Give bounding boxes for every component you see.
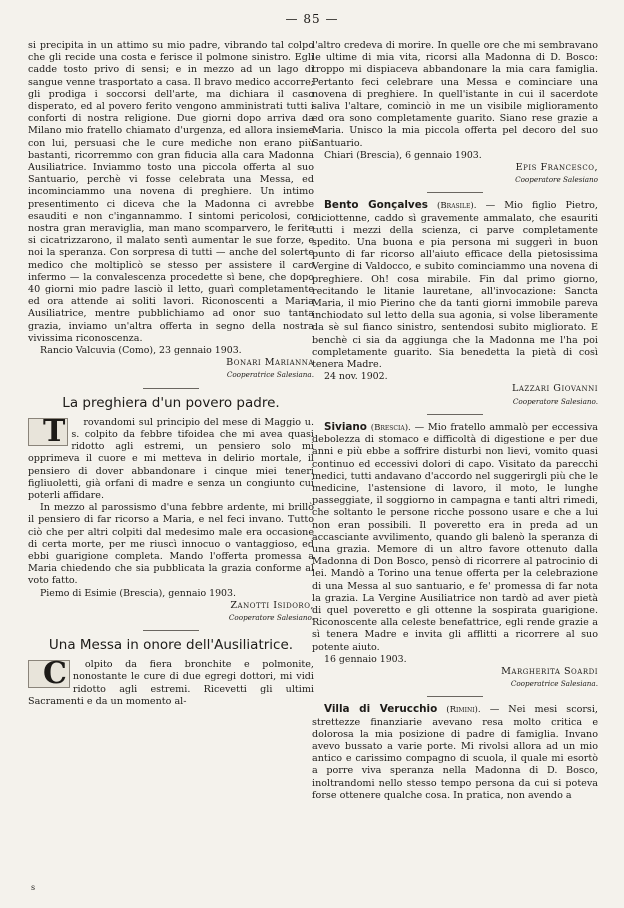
signature-role: Cooperatrice Salesiana. <box>226 370 314 380</box>
province: (Brasile). <box>437 201 477 212</box>
place-date: 16 gennaio 1903. <box>324 653 407 665</box>
section-heading: La preghiera d'un povero padre. <box>62 394 280 411</box>
letter-paragraph <box>28 656 314 708</box>
place-date: 24 nov. 1902. <box>324 371 388 383</box>
section-heading: Una Messa in onore dell'Ausiliatrice. <box>48 637 294 654</box>
location-name: Bento Gonçalves <box>324 199 428 212</box>
signature: Epis Francesco, <box>515 162 598 174</box>
paragraph-text: rovandomi sul principio del mese di Maggio u. s. colpito da febbre tifoidea che mi avea quasi ridotto agli estremi, un pensiero solo mi opprimeva il cuore e mi metteva in delirio mortale, il pensiero di dover abbandonare i cinque miei teneri figliuoletti, già orfani di madre e senza un congiunto cui poterli affidare. <box>28 416 314 501</box>
page-number: — 85 — <box>285 12 339 26</box>
divider <box>143 388 199 389</box>
signature: Margherita Soardi <box>501 665 598 677</box>
drop-cap: T <box>28 418 68 446</box>
paragraph-text: olpito da fiera bronchite e polmonite, nonostante le cure di due egregi dottori, mi vidi ridotto agli estremi. Ricevetti gli ultimi Sacramenti e da un momento al- <box>28 659 314 707</box>
signature: Bonari Marianna <box>226 357 314 369</box>
paragraph-text: — Mio fratello ammalò per eccessiva debolezza di stomaco e difficoltà di digestione e per due anni e più ebbe a soffrire disturbi non lievi, vomito quasi continuo ed eccessivi dolori di capo. Visitato da parecchi medici, tutti andavano d'accordo nel suggerirgli più che le medicine, l'astensione di lavoro, il moto, le lunghe passeggiate, il soggiorno in campagna e tanti altri rimedi, che soltanto le persone ricche possono usare e che a lui non eran possibili. Il poveretto era in preda ad un accasciante avvilimento, quando gli balenò la speranza di una grazia. Memore di un altro favore ottenuto dalla Madonna di Don Bosco, pensò di ricorrere al patrocinio di lei. Mandò a Torino una tenue offerta per la celebrazione di una Messa al suo santuario, e fe' promessa di far nota la grazia. La Vergine Ausiliatrice non tardò ad aver pietà di quel poveretto e gli ottenne la sospirata guarigione. Riconoscente alla celeste benefattrice, egli rende grazie a sì tenera Madre e invita gli afflitti a ricorrere al suo potente aiuto. <box>312 421 598 653</box>
printer-mark: s <box>31 883 36 892</box>
right-column <box>312 40 598 802</box>
place-date: Rancio Valcuvia (Como), 23 gennaio 1903. <box>40 345 242 357</box>
signature-role: Cooperatrice Salesiana. <box>510 679 598 689</box>
letter-paragraph: In mezzo al parossismo d'una febbre ardente, mi brillò il pensiero di far ricorso a Maria, e nel feci invano. Tutto ciò che per altri colpiti dal medesimo male era occasione di certa morte, per me riuscì innocuo o vantaggioso, ed ebbi guarigione completa. Mando l'offerta promessa a Maria chiedendo che sia pubblicata la grazia conforme al voto fatto. <box>28 502 314 587</box>
place-date: Chiari (Brescia), 6 gennaio 1903. <box>324 149 482 161</box>
divider <box>427 696 483 697</box>
location-name: Siviano <box>324 420 367 433</box>
letter-paragraph <box>312 703 598 802</box>
signature-role: Cooperatore Salesiano <box>515 175 598 185</box>
signature: Lazzari Giovanni <box>512 383 598 395</box>
letter-paragraph <box>28 413 314 502</box>
signature-role: Cooperatore Salesiano. <box>512 396 598 406</box>
letter-paragraph: l'altro credeva di morire. In quelle ore che mi sembravano le ultime di mia vita, ricorsi alla Madonna di D. Bosco: troppo mi dispiaceva abbandonare la mia cara famiglia. Pertanto feci celebrare una Messa e cominciare una novena di preghiere. In quell'istante in cui il sacerdote saliva l'altare, cominciò in me un visibile miglioramento ed ora sono completamente guarito. Siano rese grazie a Maria. Unisco la mia piccola offerta pel decoro del suo Santuario. <box>312 40 598 149</box>
location-name: Villa di Verucchio <box>324 703 438 716</box>
paragraph-text: — Nei mesi scorsi, strettezze finanziarie avevano resa molto critica e dolorosa la mia posizione di padre di famiglia. Invano avevo bussato a varie porte. Mi rivolsi allora ad un mio antico e carissimo compagno di scuola, il quale mi esortò a porre viva speranza nella Madonna di D. Bosco, inoltrandomi nello stesso tempo persona da cui si poteva forse ottenere qualche cosa. In pratica, non avendo a <box>312 704 598 801</box>
place-date: Piemo di Esimie (Brescia), gennaio 1903. <box>40 587 236 599</box>
province: (Brescia). <box>370 422 411 433</box>
divider <box>427 192 483 193</box>
province: (Rimini). <box>446 705 481 716</box>
letter-paragraph: si precipita in un attimo su mio padre, vibrando tal colpo che gli recide una costa e ferisce il polmone sinistro. Egli cadde tosto privo di sensi; e in mezzo ad un lago di sangue venne trasportato a casa. Il bravo medico accorre; gli prodiga i soccorsi dell'arte, ma dichiara il caso disperato, ed al povero ferito vengono amministrati tutti i conforti di nostra religione. Due giorni dopo arriva da Milano mio fratello chiamato d'urgenza, ed allora insieme con lui, persuasi che le cure mediche non erano più bastanti, ricorremmo con gran fiducia alla cara Madonna Ausiliatrice. Inviammo tosto una piccola offerta al suo Santuario, perchè vi fosse celebrata una Messa, ed incominciammo una novena di preghiere. Un intimo presentimento ci diceva che la Madonna ci avrebbe esauditi e non c'ingannammo. I sintomi pericolosi, con nostra gran meraviglia, man mano scomparvero, le ferite si cicatrizzarono, il malato sentì aumentar le sue forze, e noi la speranza. Con sorpresa di tutti — anche del solerte medico che moltiplicò se stesso per assistere il caro infermo — la convalescenza procedette sì bene, che dopo 40 giorni mio padre lasciò il letto, guarì completamente ed ora attende ai soliti lavori. Riconoscenti a Maria Ausiliatrice, mentre pubblichiamo ad onor suo tanta grazia, inviamo un'altra offerta in segno della nostra vivissima riconoscenza. <box>28 40 314 344</box>
signature-role: Cooperatore Salesiano. <box>228 612 314 622</box>
drop-cap: C <box>28 660 70 688</box>
signature: Zanotti Isidoro, <box>230 599 314 611</box>
divider <box>143 630 199 631</box>
divider <box>427 414 483 415</box>
letter-paragraph <box>312 199 598 371</box>
letter-paragraph <box>312 421 598 654</box>
paragraph-text: — Mio figlio Pietro, diciottenne, caddo sì gravemente ammalato, che esauriti tutti i mezzi della scienza, ci parve completamente spedito. Una buona e pia persona mi suggerì in buon punto di far ricorso all'aiuto efficace della pietosissima Vergine di Valdocco, e subito cominciammo una novena di preghiere. Oh! cosa mirabile. Fin dal primo giorno, recitando le litanie lauretane, all'invocazione: Sancta Maria, il mio Pierino che da tanti giorni immobile pareva inchiodato sul letto della sua agonia, si volse liberamente da sè sul fianco sinistro, sentendosi subito migliorato. E benchè ci sia da aggiunga che la Madonna me l'ha poi completamente guarito. Sia benedetta la pietà di così tenera Madre. <box>312 200 598 371</box>
left-column <box>28 40 314 708</box>
